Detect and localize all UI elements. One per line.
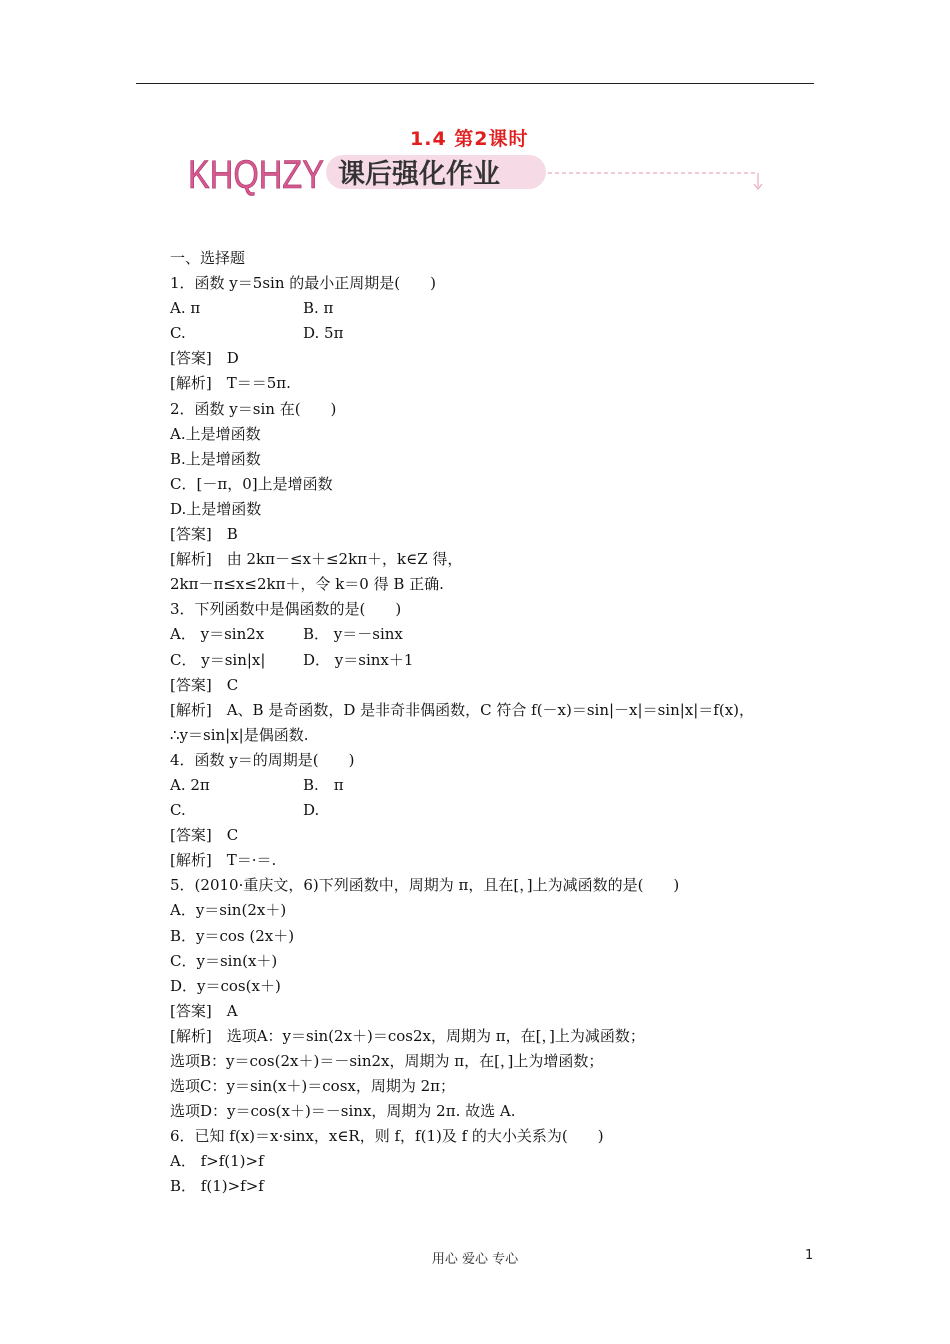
- option-text: C.: [170, 324, 186, 343]
- page-number: 1: [805, 1248, 814, 1263]
- option-row: [170, 773, 820, 798]
- text-line: 选项C：y＝sin(x＋)＝cosx，周期为 2π；: [170, 1077, 456, 1096]
- option-row: [170, 321, 820, 346]
- header-rule: [136, 83, 814, 84]
- text-line: C．y＝sin(x＋): [170, 951, 278, 970]
- text-line: B.上是增函数: [170, 449, 261, 468]
- text-line: 5．(2010·重庆文，6)下列函数中，周期为 π，且在[，]上为减函数的是( ): [170, 876, 680, 895]
- text-line: C．[－π，0]上是增函数: [170, 474, 333, 493]
- option-text: A. π: [170, 299, 201, 318]
- text-line: 选项B：y＝cos(2x＋)＝－sin2x，周期为 π，在[，]上为增函数；: [170, 1052, 604, 1070]
- option-text: C.: [170, 801, 186, 820]
- text-line: A.上是增函数: [170, 424, 261, 443]
- footer-motto: 用心 爱心 专心: [431, 1252, 519, 1267]
- text-line: D．y＝cos(x＋): [170, 976, 281, 995]
- text-line: [解析] T＝·＝.: [170, 851, 277, 870]
- text-line: [解析] 选项A：y＝sin(2x＋)＝cos2x，周期为 π，在[，]上为减函数；: [170, 1026, 645, 1045]
- text-line: [解析] A、B 是奇函数，D 是非奇非偶函数，C 符合 f(－x)＝sin|－x|＝sin|x|＝f(x)，: [170, 700, 755, 719]
- text-line: A．y＝sin(2x＋): [170, 901, 287, 920]
- option-text: A. 2π: [170, 775, 210, 794]
- text-line: [解析] 由 2kπ－≤x＋≤2kπ＋，k∈Z 得，: [170, 550, 463, 569]
- option-row: [170, 648, 820, 673]
- option-text: D.: [303, 801, 320, 820]
- homework-banner: [186, 151, 766, 199]
- text-line: [答案] A: [170, 1001, 238, 1020]
- banner-text: 课后强化作业: [338, 159, 500, 190]
- option-row: [170, 798, 820, 823]
- text-line: [解析] T＝＝5π.: [170, 374, 291, 393]
- text-line: [答案] C: [170, 675, 239, 694]
- text-line: A． f>f(1)>f: [170, 1152, 264, 1171]
- text-line: B．y＝cos (2x＋): [170, 926, 295, 945]
- text-line: D.上是增函数: [170, 499, 262, 518]
- option-text: D. 5π: [303, 324, 344, 343]
- text-line: [答案] C: [170, 826, 239, 845]
- text-line: B． f(1)>f>f: [170, 1177, 264, 1196]
- banner-logo: KHQHZY: [188, 153, 324, 197]
- text-line: [答案] B: [170, 525, 238, 544]
- page-title: 1.4 第2课时: [410, 128, 529, 150]
- option-text: C． y＝sin|x|: [170, 650, 266, 669]
- text-line: 选项D：y＝cos(x＋)＝－sinx，周期为 2π. 故选 A.: [170, 1102, 516, 1121]
- text-line: 6．已知 f(x)＝x·sinx，x∈R，则 f，f(1)及 f 的大小关系为( ): [170, 1127, 604, 1146]
- text-line: 1．函数 y＝5sin 的最小正周期是( ): [170, 274, 436, 293]
- option-text: B. π: [303, 775, 344, 794]
- text-line: 2kπ－π≤x≤2kπ＋，令 k＝0 得 B 正确.: [170, 575, 444, 594]
- option-text: D． y＝sinx＋1: [303, 650, 414, 669]
- text-line: 3．下列函数中是偶函数的是( ): [170, 600, 402, 619]
- option-text: B. π: [303, 299, 334, 318]
- text-line: ∴y＝sin|x|是偶函数.: [170, 725, 309, 744]
- option-text: A． y＝sin2x: [170, 625, 265, 644]
- text-line: [答案] D: [170, 349, 239, 368]
- option-row: [170, 296, 820, 321]
- exercise-content: [170, 246, 820, 1200]
- text-line: 一、选择题: [170, 249, 246, 267]
- option-row: [170, 622, 820, 647]
- text-line: 4．函数 y＝的周期是( ): [170, 750, 355, 769]
- text-line: 2．函数 y＝sin 在( ): [170, 399, 337, 418]
- option-text: B． y＝－sinx: [303, 625, 403, 644]
